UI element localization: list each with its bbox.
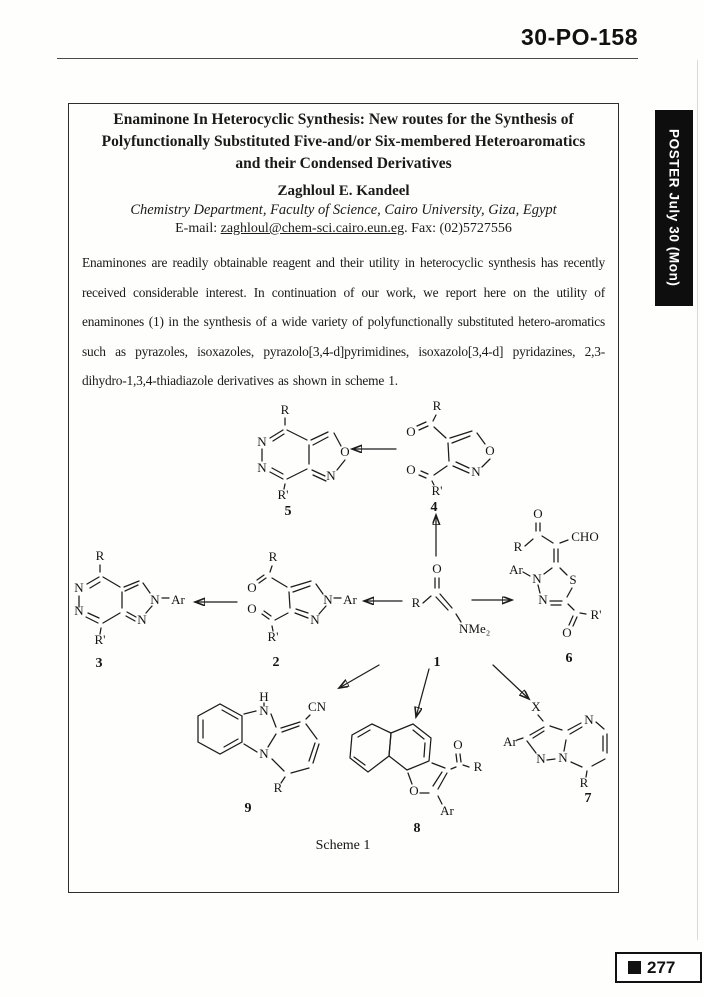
paper-title: [69, 109, 618, 175]
nitrogen-label: N: [558, 750, 568, 765]
aryl-label: Ar: [343, 592, 357, 607]
oxygen-label: O: [453, 737, 463, 752]
page-number-square-icon: [628, 961, 641, 974]
author-name: Zaghloul E. Kandeel: [277, 183, 410, 199]
compound-number: 2: [272, 655, 280, 670]
nitrogen-label: N: [74, 580, 84, 595]
nitrile-label: CN: [307, 699, 327, 714]
r-group-label: R: [411, 595, 421, 610]
email-link[interactable]: zaghloul@chem-sci.cairo.eun.eg: [220, 221, 405, 236]
compound-number: 7: [584, 791, 592, 806]
r-prime-label: R': [431, 483, 443, 498]
oxygen-label: O: [533, 506, 543, 521]
oxygen-label: O: [247, 580, 257, 595]
compound-number: 6: [565, 651, 573, 666]
title-line-2: Polyfunctionally Substituted Five-and/or Six-membered Heteroaromatics: [101, 133, 586, 150]
nitrogen-label: N: [137, 612, 147, 627]
nitrogen-label: N: [326, 468, 336, 483]
nitrogen-label: N: [310, 612, 320, 627]
r-group-label: R: [280, 402, 290, 417]
abstract-box: [68, 103, 619, 893]
nitrogen-label: N: [323, 592, 333, 607]
aryl-label: Ar: [509, 562, 523, 577]
nitrogen-label: N: [74, 603, 84, 618]
r-prime-label: R': [267, 629, 279, 644]
page-scan-edge: [697, 60, 698, 940]
oxygen-label: O: [432, 561, 442, 576]
aryl-label: Ar: [171, 592, 185, 607]
aldehyde-label: CHO: [571, 529, 599, 544]
compound-number: 5: [284, 504, 292, 519]
email-label: E-mail:: [175, 221, 221, 236]
page-number-box: [615, 952, 702, 983]
aryl-label: Ar: [503, 734, 517, 749]
sulfur-label: S: [569, 572, 577, 587]
nitrogen-label: N: [584, 712, 594, 727]
r-group-label: R: [268, 549, 278, 564]
nitrogen-label: N: [259, 703, 269, 718]
title-line-1: Enaminone In Heterocyclic Synthesis: New routes for the Synthesis of: [113, 111, 574, 128]
r-group-label: R: [473, 759, 483, 774]
aryl-label: Ar: [440, 803, 454, 818]
oxygen-label: O: [406, 424, 416, 439]
header-rule: [57, 58, 638, 59]
oxygen-label: O: [485, 443, 495, 458]
oxygen-label: O: [562, 625, 572, 640]
oxygen-label: O: [406, 462, 416, 477]
x-substituent-label: X: [531, 699, 541, 714]
nitrogen-label: N: [150, 592, 160, 607]
nitrogen-label: N: [532, 571, 542, 586]
compound-number: 3: [95, 656, 103, 671]
dimethylamino-label: NMe₂: [459, 621, 491, 636]
oxygen-label: O: [247, 601, 257, 616]
oxygen-label: O: [340, 444, 350, 459]
nitrogen-label: N: [257, 434, 267, 449]
oxygen-label: O: [409, 783, 419, 798]
r-group-label: R: [273, 780, 283, 795]
scheme-caption: Scheme 1: [315, 838, 371, 853]
poster-session-tab: POSTER July 30 (Mon): [655, 110, 693, 306]
r-group-label: R: [513, 539, 523, 554]
poster-code: 30-PO-158: [520, 24, 638, 50]
page-number: 277: [647, 957, 676, 977]
contact-line: [69, 220, 618, 238]
r-prime-label: R': [277, 487, 289, 502]
compound-number: 9: [244, 801, 252, 816]
affiliation: Chemistry Department, Faculty of Science, Cairo University, Giza, Egypt: [130, 202, 557, 218]
fax-text: . Fax: (02)5727556: [404, 221, 512, 236]
compound-number: 8: [413, 821, 421, 836]
r-prime-label: R': [590, 607, 602, 622]
nitrogen-label: N: [538, 592, 548, 607]
nitrogen-label: N: [257, 460, 267, 475]
compound-number: 1: [433, 655, 441, 670]
nitrogen-label: N: [536, 751, 546, 766]
r-group-label: R: [95, 548, 105, 563]
nitrogen-label: N: [471, 464, 481, 479]
title-line-3: and their Condensed Derivatives: [235, 155, 452, 172]
r-group-label: R: [579, 775, 589, 790]
r-prime-label: R': [94, 632, 106, 647]
nitrogen-label: N: [259, 746, 269, 761]
r-group-label: R: [432, 398, 442, 413]
abstract-text: Enaminones are readily obtainable reagent and their utility in heterocyclic synthesis has recently received considerable interest. In continuation of our work, we report here on the utility of enaminones (1) in the synthesis of a wide variety of polyfunctionally substituted hetero-aromatics such as pyrazoles, isoxazoles, pyrazolo[3,4-d]pyrimidines, isoxazolo[3,4-d] pyridazines, 2,3-dihydro-1,3,4-thiadiazole derivatives as shown in scheme 1.: [82, 255, 605, 388]
hydrogen-label: H: [259, 689, 269, 704]
compound-number: 4: [430, 500, 438, 515]
